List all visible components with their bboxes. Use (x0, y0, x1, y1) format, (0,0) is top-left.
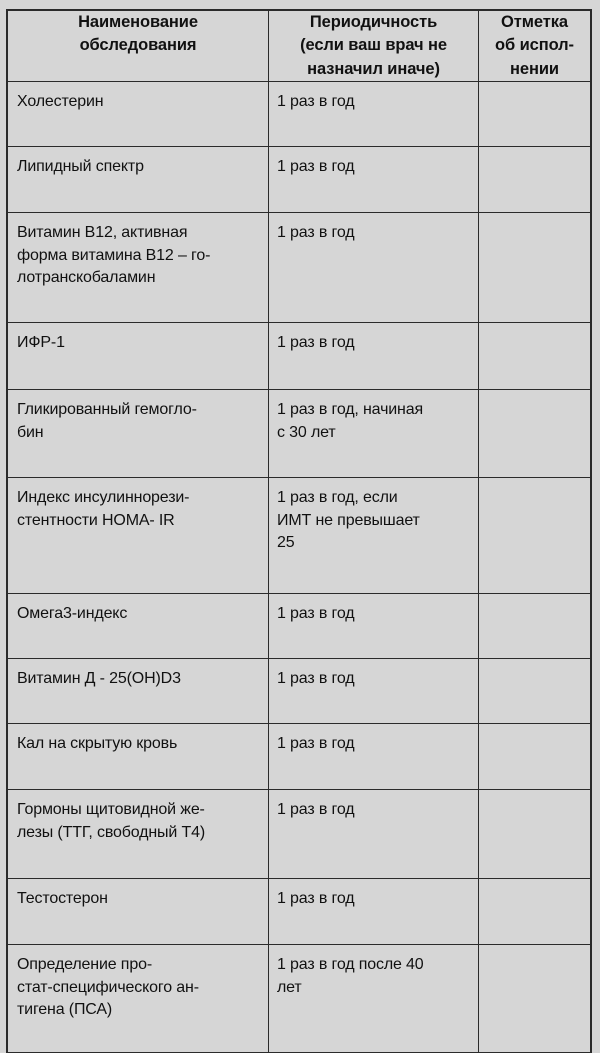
cell-completion-mark[interactable] (479, 323, 591, 390)
cell-frequency (269, 147, 479, 213)
frequency-line: 1 раз в год (277, 334, 355, 352)
cell-completion-mark[interactable] (479, 594, 591, 659)
column-header-line: Отметка (501, 13, 568, 31)
cell-frequency (269, 478, 479, 594)
frequency-line: 1 раз в год (277, 801, 355, 819)
examination-name-line: ИФР-1 (17, 334, 65, 352)
cell-examination-name (8, 659, 269, 724)
examination-name-line: Липидный спектр (17, 158, 144, 176)
frequency-line: 1 раз в год, если (277, 489, 398, 507)
frequency-line: с 30 лет (277, 423, 336, 441)
cell-completion-mark[interactable] (479, 879, 591, 945)
frequency-line: 1 раз в год (277, 605, 355, 623)
examination-name-line: Гормоны щитовидной же- (17, 801, 205, 819)
cell-frequency (269, 82, 479, 147)
cell-frequency (269, 213, 479, 323)
table-row (8, 594, 591, 659)
examination-name-line: Индекс инсулиннорези- (17, 489, 190, 507)
cell-completion-mark[interactable] (479, 478, 591, 594)
cell-examination-name (8, 945, 269, 1053)
cell-examination-name (8, 790, 269, 879)
cell-examination-name (8, 82, 269, 147)
column-header-name (8, 11, 269, 82)
cell-frequency (269, 323, 479, 390)
frequency-line: 1 раз в год (277, 670, 355, 688)
examination-name-line: стентности HOMA- IR (17, 511, 175, 529)
examination-name-line: Кал на скрытую кровь (17, 735, 178, 753)
examination-name-line: стат-специфического ан- (17, 978, 199, 996)
table-body (8, 82, 591, 1053)
column-header-line: нении (510, 59, 559, 78)
cell-examination-name (8, 213, 269, 323)
cell-completion-mark[interactable] (479, 213, 591, 323)
column-header-line: (если ваш врач не (300, 36, 447, 55)
examination-name-line: Определение про- (17, 956, 152, 974)
cell-examination-name (8, 724, 269, 790)
cell-examination-name (8, 147, 269, 213)
table-row (8, 945, 591, 1053)
column-header-line: назначил иначе) (307, 59, 440, 78)
table-row (8, 879, 591, 945)
cell-frequency (269, 945, 479, 1053)
cell-completion-mark[interactable] (479, 659, 591, 724)
cell-examination-name (8, 879, 269, 945)
examination-name-line: Витамин Д - 25(ОН)D3 (17, 670, 181, 688)
cell-examination-name (8, 594, 269, 659)
table-row (8, 390, 591, 478)
cell-frequency (269, 594, 479, 659)
frequency-line: 25 (277, 534, 295, 552)
cell-completion-mark[interactable] (479, 724, 591, 790)
examination-name-line: Тестостерон (17, 890, 108, 908)
column-header-line: обследования (79, 36, 197, 55)
frequency-line: лет (277, 978, 302, 996)
header-row (8, 11, 591, 82)
cell-examination-name (8, 390, 269, 478)
frequency-line: 1 раз в год после 40 (277, 956, 424, 974)
cell-frequency (269, 724, 479, 790)
examination-name-line: Омега3-индекс (17, 605, 128, 623)
frequency-line: 1 раз в год (277, 224, 355, 242)
cell-examination-name (8, 478, 269, 594)
table-row (8, 213, 591, 323)
frequency-line: 1 раз в год, начиная (277, 401, 424, 419)
examination-name-line: Гликированный гемогло- (17, 401, 197, 419)
frequency-line: 1 раз в год (277, 890, 355, 908)
column-header-frequency (269, 11, 479, 82)
cell-completion-mark[interactable] (479, 390, 591, 478)
column-header-line: Периодичность (309, 13, 438, 31)
examination-name-line: тигена (ПСА) (17, 1001, 113, 1019)
table-row (8, 478, 591, 594)
table-row (8, 659, 591, 724)
column-header-line: об испол- (495, 36, 574, 55)
cell-completion-mark[interactable] (479, 945, 591, 1053)
table-header (8, 11, 591, 82)
cell-examination-name (8, 323, 269, 390)
cell-completion-mark[interactable] (479, 790, 591, 879)
table-row (8, 790, 591, 879)
examination-name-line: Витамин В12, активная (17, 224, 188, 242)
cell-completion-mark[interactable] (479, 147, 591, 213)
cell-frequency (269, 879, 479, 945)
column-header-line: Наименование (78, 13, 198, 31)
examination-name-line: форма витамина В12 – го- (17, 246, 211, 264)
examination-name-line: Холестерин (17, 93, 104, 111)
frequency-line: ИМТ не превышает (277, 511, 420, 529)
table-row (8, 323, 591, 390)
column-header-mark (479, 11, 591, 82)
examination-name-line: бин (17, 423, 44, 441)
frequency-line: 1 раз в год (277, 158, 355, 176)
cell-frequency (269, 390, 479, 478)
cell-completion-mark[interactable] (479, 82, 591, 147)
frequency-line: 1 раз в год (277, 93, 355, 111)
table-row (8, 724, 591, 790)
cell-frequency (269, 790, 479, 879)
examination-schedule-table (7, 10, 591, 1053)
examination-name-line: лезы (ТТГ, свободный Т4) (17, 823, 206, 841)
examination-name-line: лотранскобаламин (17, 269, 156, 287)
cell-frequency (269, 659, 479, 724)
frequency-line: 1 раз в год (277, 735, 355, 753)
table-row (8, 82, 591, 147)
table-row (8, 147, 591, 213)
